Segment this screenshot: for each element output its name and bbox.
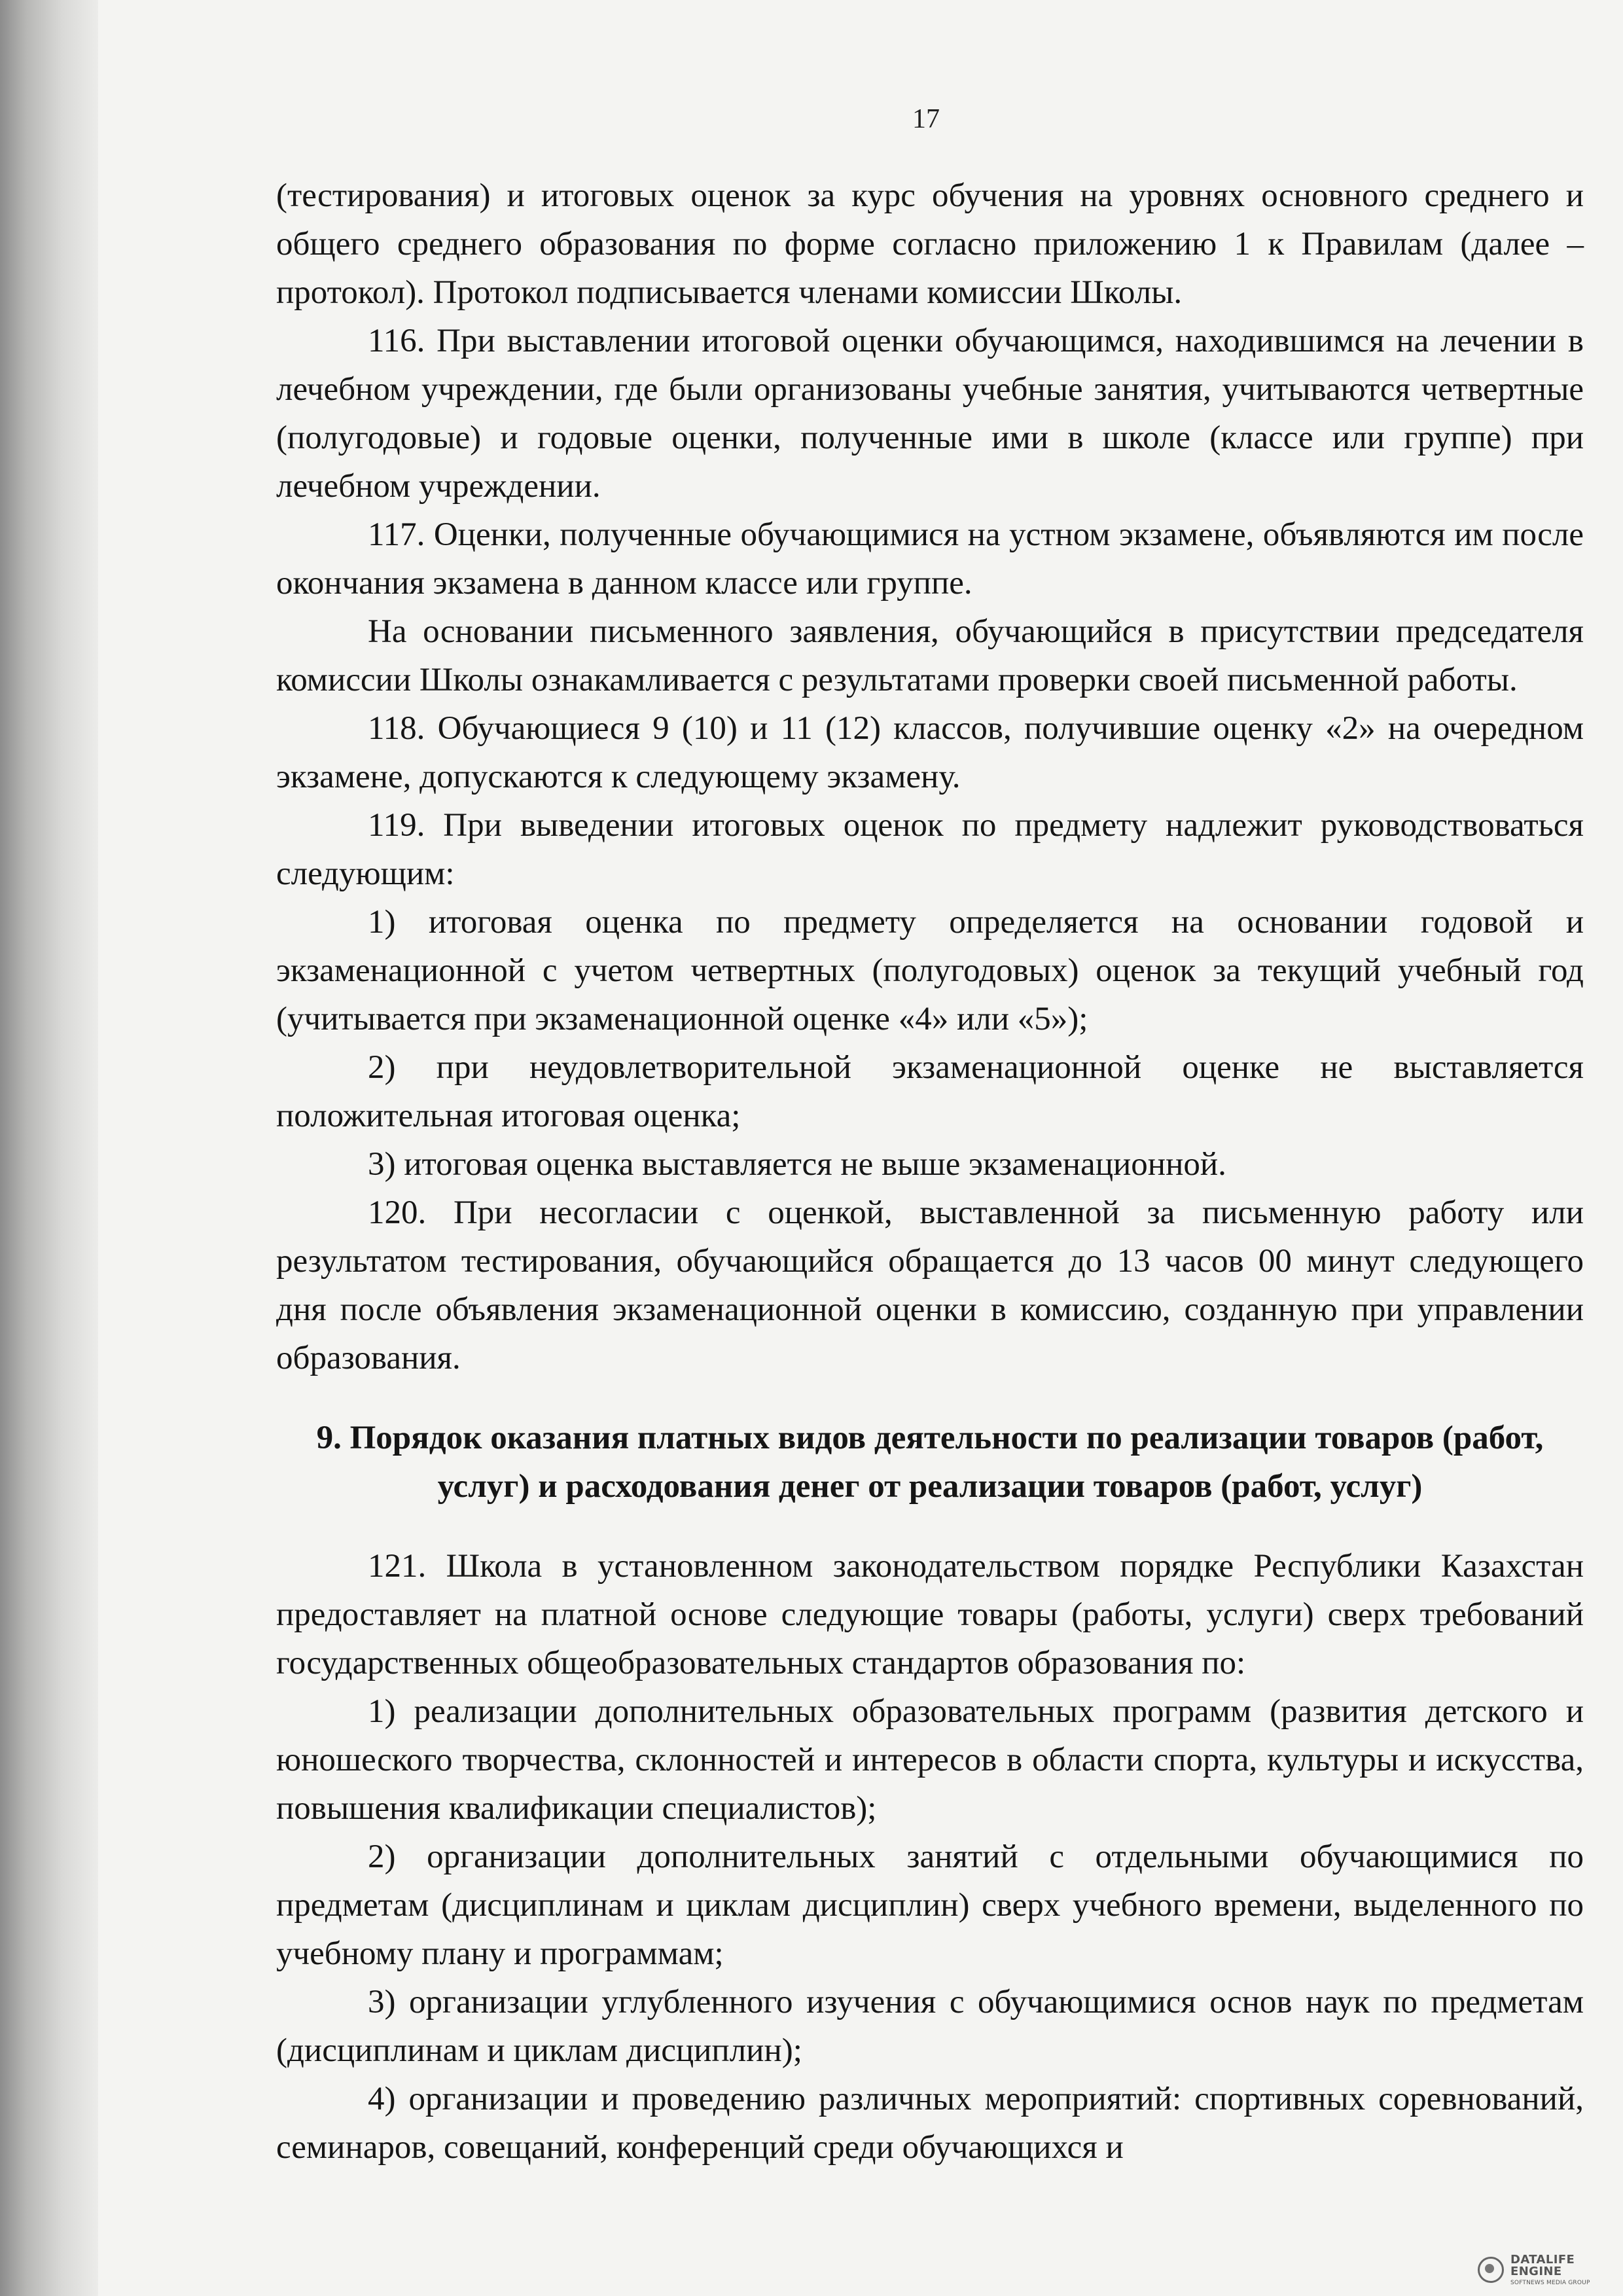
paragraph-120: 120. При несогласии с оценкой, выставленной за письменную работу или результатом тестирования, обучающийся обращается до 13 часов 00 минут следующего дня после объявления экзаменационной оценки в комиссию, созданную при управлении образования. — [276, 1194, 1584, 1376]
page-number: 17 — [912, 104, 940, 134]
paragraph-121: 121. Школа в установленном законодательством порядке Республики Казахстан предоставляет на платной основе следующие товары (работы, услуги) сверх требований государственных общеобразовательных стандартов образования по: — [276, 1548, 1584, 1681]
paragraph-118: 118. Обучающиеся 9 (10) и 11 (12) классов, получившие оценку «2» на очередном экзамене, допускаются к следующему экзамену. — [276, 710, 1584, 795]
paragraph-continuation: (тестирования) и итоговых оценок за курс обучения на уровнях основного среднего и общего среднего образования по форме согласно приложению 1 к Правилам (далее – протокол). Протокол подписывается членами комиссии Школы. — [276, 177, 1584, 311]
list-item-119-3: 3) итоговая оценка выставляется не выше экзаменационной. — [368, 1146, 1226, 1183]
list-item-121-4: 4) организации и проведению различных мероприятий: спортивных соревнований, семинаров, совещаний, конференций среди обучающихся и — [276, 2081, 1584, 2166]
document-page — [98, 0, 1623, 2296]
paragraph-117: 117. Оценки, полученные обучающимися на устном экзамене, объявляются им после окончания экзамена в данном классе или группе. — [276, 516, 1584, 601]
list-item-119-1: 1) итоговая оценка по предмету определяется на основании годовой и экзаменационной с учетом четвертных (полугодовых) оценок за текущий учебный год (учитывается при экзаменационной оценке «4» или «5»); — [276, 904, 1584, 1037]
document-body — [276, 171, 1584, 2172]
watermark-logo — [1478, 2254, 1609, 2286]
watermark-title: DATALIFE ENGINE — [1510, 2252, 1575, 2278]
datalife-logo-icon — [1478, 2257, 1504, 2283]
list-item-119-2: 2) при неудовлетворительной экзаменационной оценке не выставляется положительная итоговая оценка; — [276, 1049, 1584, 1134]
paragraph-written-statement: На основании письменного заявления, обучающийся в присутствии председателя комиссии Школы ознакамливается с результатами проверки своей письменной работы. — [276, 613, 1584, 698]
scan-binding-shadow — [0, 0, 98, 2296]
section-heading: 9. Порядок оказания платных видов деятельности по реализации товаров (работ, услуг) и расходования денег от реализации товаров (работ, услуг) — [316, 1420, 1544, 1505]
watermark-subtitle: SOFTNEWS MEDIA GROUP — [1510, 2279, 1590, 2286]
paragraph-119: 119. При выведении итоговых оценок по предмету надлежит руководствоваться следующим: — [276, 807, 1584, 892]
watermark-text — [1510, 2254, 1609, 2286]
list-item-121-3: 3) организации углубленного изучения с обучающимися основ наук по предметам (дисциплинам и циклам дисциплин); — [276, 1984, 1584, 2069]
paragraph-116: 116. При выставлении итоговой оценки обучающимся, находившимся на лечении в лечебном учреждении, где были организованы учебные занятия, учитываются четвертные (полугодовые) и годовые оценки, полученные ими в школе (классе или группе) при лечебном учреждении. — [276, 323, 1584, 505]
list-item-121-1: 1) реализации дополнительных образовательных программ (развития детского и юношеского творчества, склонностей и интересов в области спорта, культуры и искусства, повышения квалификации специалистов); — [276, 1693, 1584, 1827]
list-item-121-2: 2) организации дополнительных занятий с отдельными обучающимися по предметам (дисциплинам и циклам дисциплин) сверх учебного времени, выделенного по учебному плану и программам; — [276, 1839, 1584, 1972]
